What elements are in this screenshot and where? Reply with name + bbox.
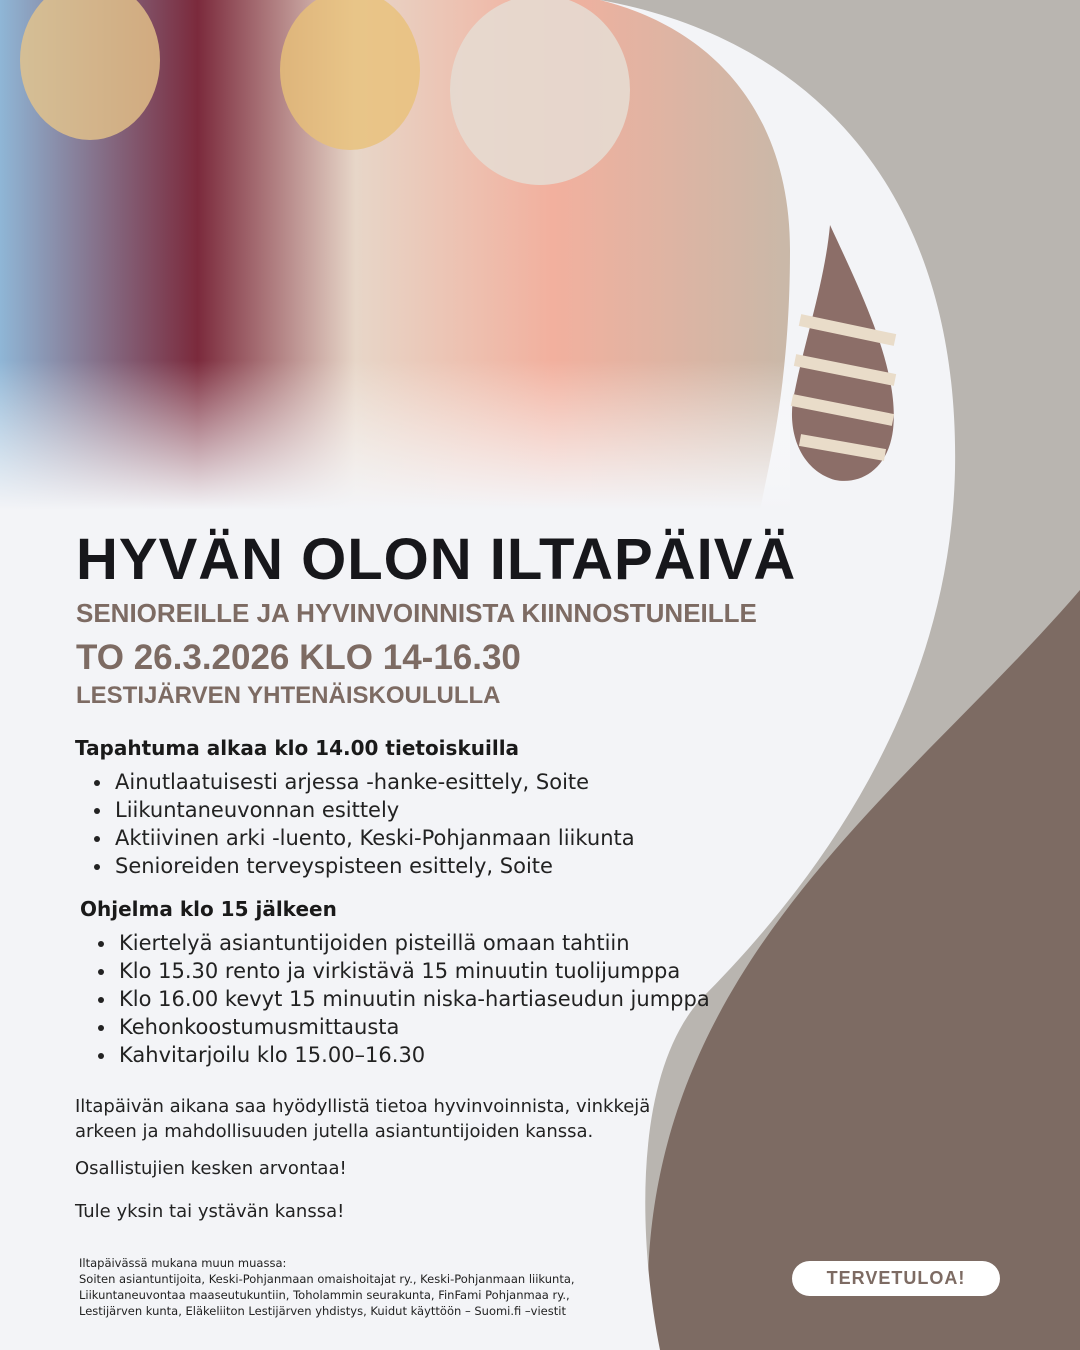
section1-list xyxy=(75,768,635,880)
partners-block xyxy=(79,1255,575,1319)
partners-heading: Iltapäivässä mukana muun muassa: xyxy=(79,1256,287,1270)
list-item: • Ainutlaatuisesti arjessa -hanke-esittely, Soite xyxy=(113,768,635,796)
event-location: LESTIJÄRVEN YHTENÄISKOULULLA xyxy=(76,682,501,709)
list-item: • Klo 15.30 rento ja virkistävä 15 minuutin tuolijumppa xyxy=(117,957,710,985)
event-datetime: TO 26.3.2026 KLO 14-16.30 xyxy=(76,638,521,677)
partners-line: Soiten asiantuntijoita, Keski-Pohjanmaan omaishoitajat ry., Keski-Pohjanmaan liikunta, xyxy=(79,1272,575,1286)
list-item: • Kahvitarjoilu klo 15.00–16.30 xyxy=(117,1041,710,1069)
welcome-text: Tule yksin tai ystävän kanssa! xyxy=(75,1201,345,1222)
raffle-text: Osallistujien kesken arvontaa! xyxy=(75,1158,347,1179)
partners-line: Lestijärven kunta, Eläkeliiton Lestijärven yhdistys, Kuidut käyttöön – Suomi.fi –viestit xyxy=(79,1304,566,1318)
welcome-badge: TERVETULOA! xyxy=(792,1261,1000,1296)
list-item: • Kiertelyä asiantuntijoiden pisteillä omaan tahtiin xyxy=(117,929,710,957)
list-item: • Klo 16.00 kevyt 15 minuutin niska-hartiaseudun jumppa xyxy=(117,985,710,1013)
section2-heading: Ohjelma klo 15 jälkeen xyxy=(80,897,337,921)
event-title: HYVÄN OLON ILTAPÄIVÄ xyxy=(76,527,797,592)
list-item: • Kehonkoostumusmittausta xyxy=(117,1013,710,1041)
event-subtitle: SENIOREILLE JA HYVINVOINNISTA KIINNOSTUNEILLE xyxy=(76,598,757,628)
info-paragraph: Iltapäivän aikana saa hyödyllistä tietoa hyvinvoinnista, vinkkejä arkeen ja mahdollisuuden jutella asiantuntijoiden kanssa. xyxy=(75,1096,651,1142)
list-item: • Senioreiden terveyspisteen esittely, Soite xyxy=(113,852,635,880)
list-item: • Liikuntaneuvonnan esittely xyxy=(113,796,635,824)
partners-line: Liikuntaneuvontaa maaseutukuntiin, Toholammin seurakunta, FinFami Pohjanmaa ry., xyxy=(79,1288,570,1302)
section2-list xyxy=(79,929,710,1069)
list-item: • Aktiivinen arki -luento, Keski-Pohjanmaan liikunta xyxy=(113,824,635,852)
section1-heading: Tapahtuma alkaa klo 14.00 tietoiskuilla xyxy=(75,736,520,760)
